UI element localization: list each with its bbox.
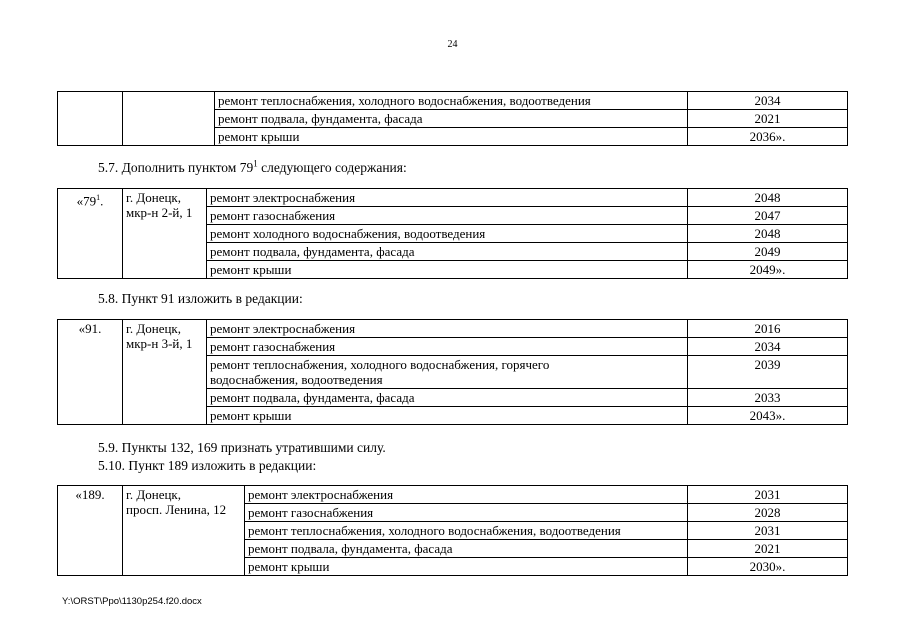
year-cell: 2049». <box>688 261 848 279</box>
table-item-91 <box>57 319 848 425</box>
num-cell: «91. <box>58 320 123 425</box>
superscript: 1 <box>253 158 258 169</box>
work-cell: ремонт газоснабжения <box>207 207 688 225</box>
work-cell: ремонт газоснабжения <box>245 504 688 522</box>
address-cell: г. Донецк, мкр-н 2-й, 1 <box>123 189 207 279</box>
num-cell: «$79^1$. <box>58 189 123 279</box>
work-cell: ремонт крыши <box>207 407 688 425</box>
year-cell: 2043». <box>688 407 848 425</box>
para-text: 5.7. Дополнить пунктом 79 <box>98 160 254 175</box>
year-cell: 2039 <box>688 356 848 389</box>
address-cell <box>123 92 215 146</box>
year-cell: 2047 <box>688 207 848 225</box>
year-cell: 2033 <box>688 389 848 407</box>
work-cell: ремонт газоснабжения <box>207 338 688 356</box>
address-cell: г. Донецк, просп. Ленина, 12 <box>123 486 245 576</box>
work-cell: ремонт теплоснабжения, холодного водоснабжения, горячего водоснабжения, водоотведения <box>207 356 688 389</box>
work-cell: ремонт подвала, фундамента, фасада <box>207 243 688 261</box>
para-text: следующего содержания: <box>257 160 407 175</box>
address-cell: г. Донецк, мкр-н 3-й, 1 <box>123 320 207 425</box>
table-row <box>58 486 848 504</box>
year-cell: 2021 <box>688 110 848 128</box>
table-continuation <box>57 91 848 146</box>
table-row <box>58 189 848 207</box>
work-cell: ремонт теплоснабжения, холодного водоснабжения, водоотведения <box>245 522 688 540</box>
year-cell: 2031 <box>688 486 848 504</box>
work-cell: ремонт теплоснабжения, холодного водоснабжения, водоотведения <box>215 92 688 110</box>
work-cell: ремонт электроснабжения <box>245 486 688 504</box>
year-cell: 2021 <box>688 540 848 558</box>
year-cell: 2016 <box>688 320 848 338</box>
work-cell: ремонт подвала, фундамента, фасада <box>207 389 688 407</box>
paragraph-5-10: 5.10. Пункт 189 изложить в редакции: <box>98 458 317 473</box>
footer-file-path: Y:\ORST\Ppo\1130p254.f20.docx <box>62 596 202 607</box>
work-cell: ремонт подвала, фундамента, фасада <box>245 540 688 558</box>
year-cell: 2034 <box>688 338 848 356</box>
num-cell <box>58 92 123 146</box>
work-cell: ремонт электроснабжения <box>207 189 688 207</box>
work-cell: ремонт холодного водоснабжения, водоотведения <box>207 225 688 243</box>
paragraph-5-7 <box>98 160 407 176</box>
work-cell: ремонт электроснабжения <box>207 320 688 338</box>
work-cell: ремонт подвала, фундамента, фасада <box>215 110 688 128</box>
year-cell: 2030». <box>688 558 848 576</box>
table-row <box>58 320 848 338</box>
year-cell: 2031 <box>688 522 848 540</box>
paragraph-5-9: 5.9. Пункты 132, 169 признать утратившими силу. <box>98 440 386 455</box>
table-row <box>58 92 848 110</box>
year-cell: 2048 <box>688 189 848 207</box>
page-number: 24 <box>447 39 458 50</box>
paragraph-5-8: 5.8. Пункт 91 изложить в редакции: <box>98 291 303 306</box>
year-cell: 2036». <box>688 128 848 146</box>
year-cell: 2034 <box>688 92 848 110</box>
work-cell: ремонт крыши <box>207 261 688 279</box>
work-cell: ремонт крыши <box>215 128 688 146</box>
num-cell: «189. <box>58 486 123 576</box>
year-cell: 2028 <box>688 504 848 522</box>
year-cell: 2049 <box>688 243 848 261</box>
year-cell: 2048 <box>688 225 848 243</box>
table-item-79 <box>57 188 848 279</box>
work-cell: ремонт крыши <box>245 558 688 576</box>
table-item-189 <box>57 485 848 576</box>
